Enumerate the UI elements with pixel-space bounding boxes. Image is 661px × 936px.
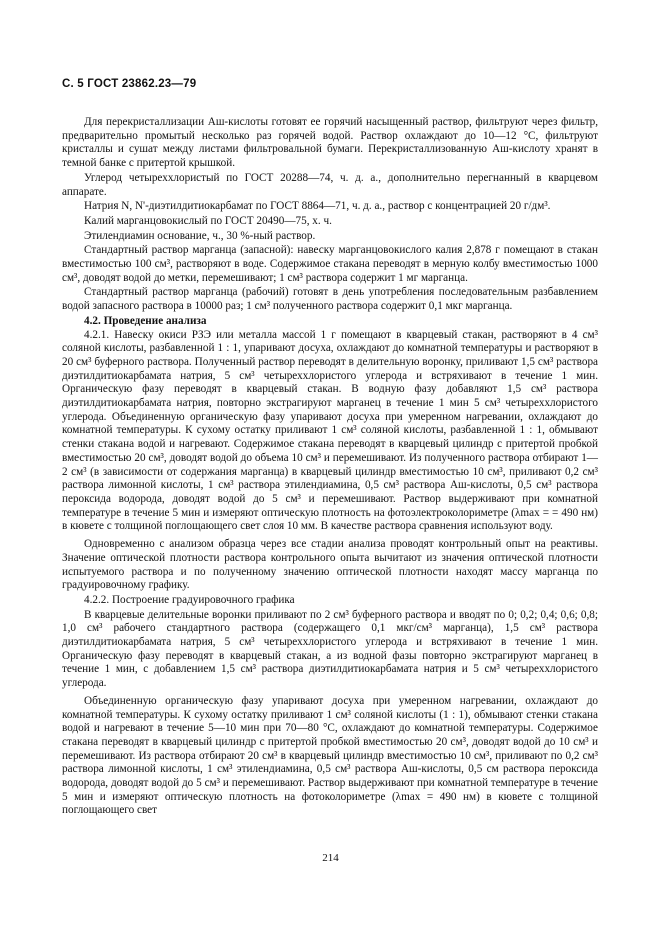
paragraph: Для перекристаллизации Аш-кислоты готовят ее горячий насыщенный раствор, фильтруют через фильтр, предварительно промытый несколько раз горячей водой. Раствор охлаждают до 10—12 °С, фильтруют кристаллы и сушат между листами фильтровальной бумаги. Перекристаллизованную Аш-кислоту хранят в темной банке с притертой крышкой. [62,116,598,170]
paragraph: 4.2.1. Навеску окиси РЗЭ или металла массой 1 г помещают в кварцевый стакан, растворяют в 4 см³ соляной кислоты, разбавленной 1 : 1, упаривают досуха, охлаждают до комнатной температуры и растворяют в 20 см³ буферного раствора. Полученный раствор переводят в делительную воронку, приливают 1,5 см³ раствора диэтилдитиокарбамата натрия, 5 см³ четыреххлористого углерода и встряхивают в течение 1 мин. Органическую фазу переводят в кварцевый стакан. В водную фазу добавляют 1,5 см³ раствора диэтилдитиокарбамата натрия, повторно экстрагируют марганец в течение 1 мин 5 см³ четыреххлористого углерода. Объединенную органическую фазу упаривают досуха при умеренном нагревании, охлаждают до комнатной температуры. К сухому остатку приливают 1 см³ соляной кислоты, разбавленной 1 : 1, обмывают стенки стакана водой и нагревают. Содержимое стакана переводят в кварцевый цилиндр с притертой пробкой вместимостью 20 см³, доводят водой до объема 10 см³ и перемешивают. Из полученного раствора отбирают 1—2 см³ (в зависимости от содержания марганца) в кварцевый цилиндр вместимостью 10 см³, приливают 0,2 см³ раствора лимонной кислоты, 1 см³ раствора этилендиамина, 0,5 см³ раствора Аш-кислоты, 0,5 см³ раствора пероксида водорода, доводят водой до 5 см³ и перемешивают. Раствор выдерживают при комнатной температуре в течение 5 мин и измеряют оптическую плотность на фотоэлектроколориметре (λmax = = 490 нм) в кювете с толщиной поглощающего свет слоя 10 мм. В качестве раствора сравнения используют воду. [62,328,598,533]
paragraph: Углерод четыреххлористый по ГОСТ 20288—74, ч. д. а., дополнительно перегнанный в кварцевом аппарате. [62,171,598,198]
paragraph: Этилендиамин основание, ч., 30 %-ный раствор. [84,229,316,242]
paragraph: Одновременно с анализом образца через все стадии анализа проводят контрольный опыт на реактивы. Значение оптической плотности раствора контрольного опыта вычитают из значения оптической плотности испытуемого раствора и по полученному значению оптической плотности находят массу марганца по градуировочному графику. [62,538,598,592]
page-number: 214 [322,852,339,864]
paragraph: Калий марганцовокислый по ГОСТ 20490—75, х. ч. [84,214,332,227]
paragraph: В кварцевые делительные воронки приливают по 2 см³ буферного раствора и вводят по 0; 0,2; 0,4; 0,6; 0,8; 1,0 см³ рабочего стандартного раствора (содержащего 0,1 мкг/см³ марганца), 1,5 см³ раствора диэтилдитиокарбамата натрия, 5 см³ четыреххлористого углерода и встряхивают в течение 1 мин. Органическую фазу переводят в кварцевый стакан, а из водной фазы повторно экстрагируют марганец в течение 1 мин, с добавлением 1,5 см³ раствора диэтилдитиокарбамата натрия и 5 см³ четыреххлористого углерода. [62,608,598,690]
document-body [62,116,598,818]
section-heading: 4.2. Проведение анализа [84,314,207,327]
document-page [62,78,598,819]
page-header: С. 5 ГОСТ 23862.23—79 [62,78,197,90]
paragraph: Натрия N, N'-диэтилдитиокарбамат по ГОСТ 8864—71, ч. д. а., раствор с концентрацией 20 г/дм³. [84,200,551,213]
paragraph: Объединенную органическую фазу упаривают досуха при умеренном нагревании, охлаждают до комнатной температуры. К сухому остатку приливают 1 см³ соляной кислоты (1 : 1), обмывают стенки стакана водой и нагревают в течение 5—10 мин при 70—80 °С, охлаждают до комнатной температуры. Содержимое стакана переводят в кварцевый цилиндр с притертой пробкой вместимостью 20 см³, доводят водой до 10 см³ и перемешивают. Из раствора отбирают 20 см³ в кварцевый цилиндр вместимостью 10 см³, приливают по 0,2 см³ раствора лимонной кислоты, 1 см³ этилендиамина, 0,5 см³ раствора Аш-кислоты, 0,5 см раствора пероксида водорода, доводят водой до 5 см³ и перемешивают. Раствор выдерживают при комнатной температуре в течение 5 мин и измеряют оптическую плотность на фотоколориметре (λmax = 490 нм) в кювете с толщиной поглощающего свет [62,694,598,817]
paragraph: Стандартный раствор марганца (рабочий) готовят в день употребления последовательным разбавлением водой запасного раствора в 10000 раз; 1 см³ полученного раствора содержит 0,1 мкг марганца. [62,286,598,313]
paragraph: Стандартный раствор марганца (запасной): навеску марганцовокислого калия 2,878 г помещают в стакан вместимостью 100 см³, растворяют в воде. Содержимое стакана переводят в мерную колбу вместимостью 1000 см³, доводят водой до метки, перемешивают; 1 см³ раствора содержит 1 мг марганца. [62,244,598,284]
subsection-heading: 4.2.2. Построение градуировочного графика [84,593,295,606]
